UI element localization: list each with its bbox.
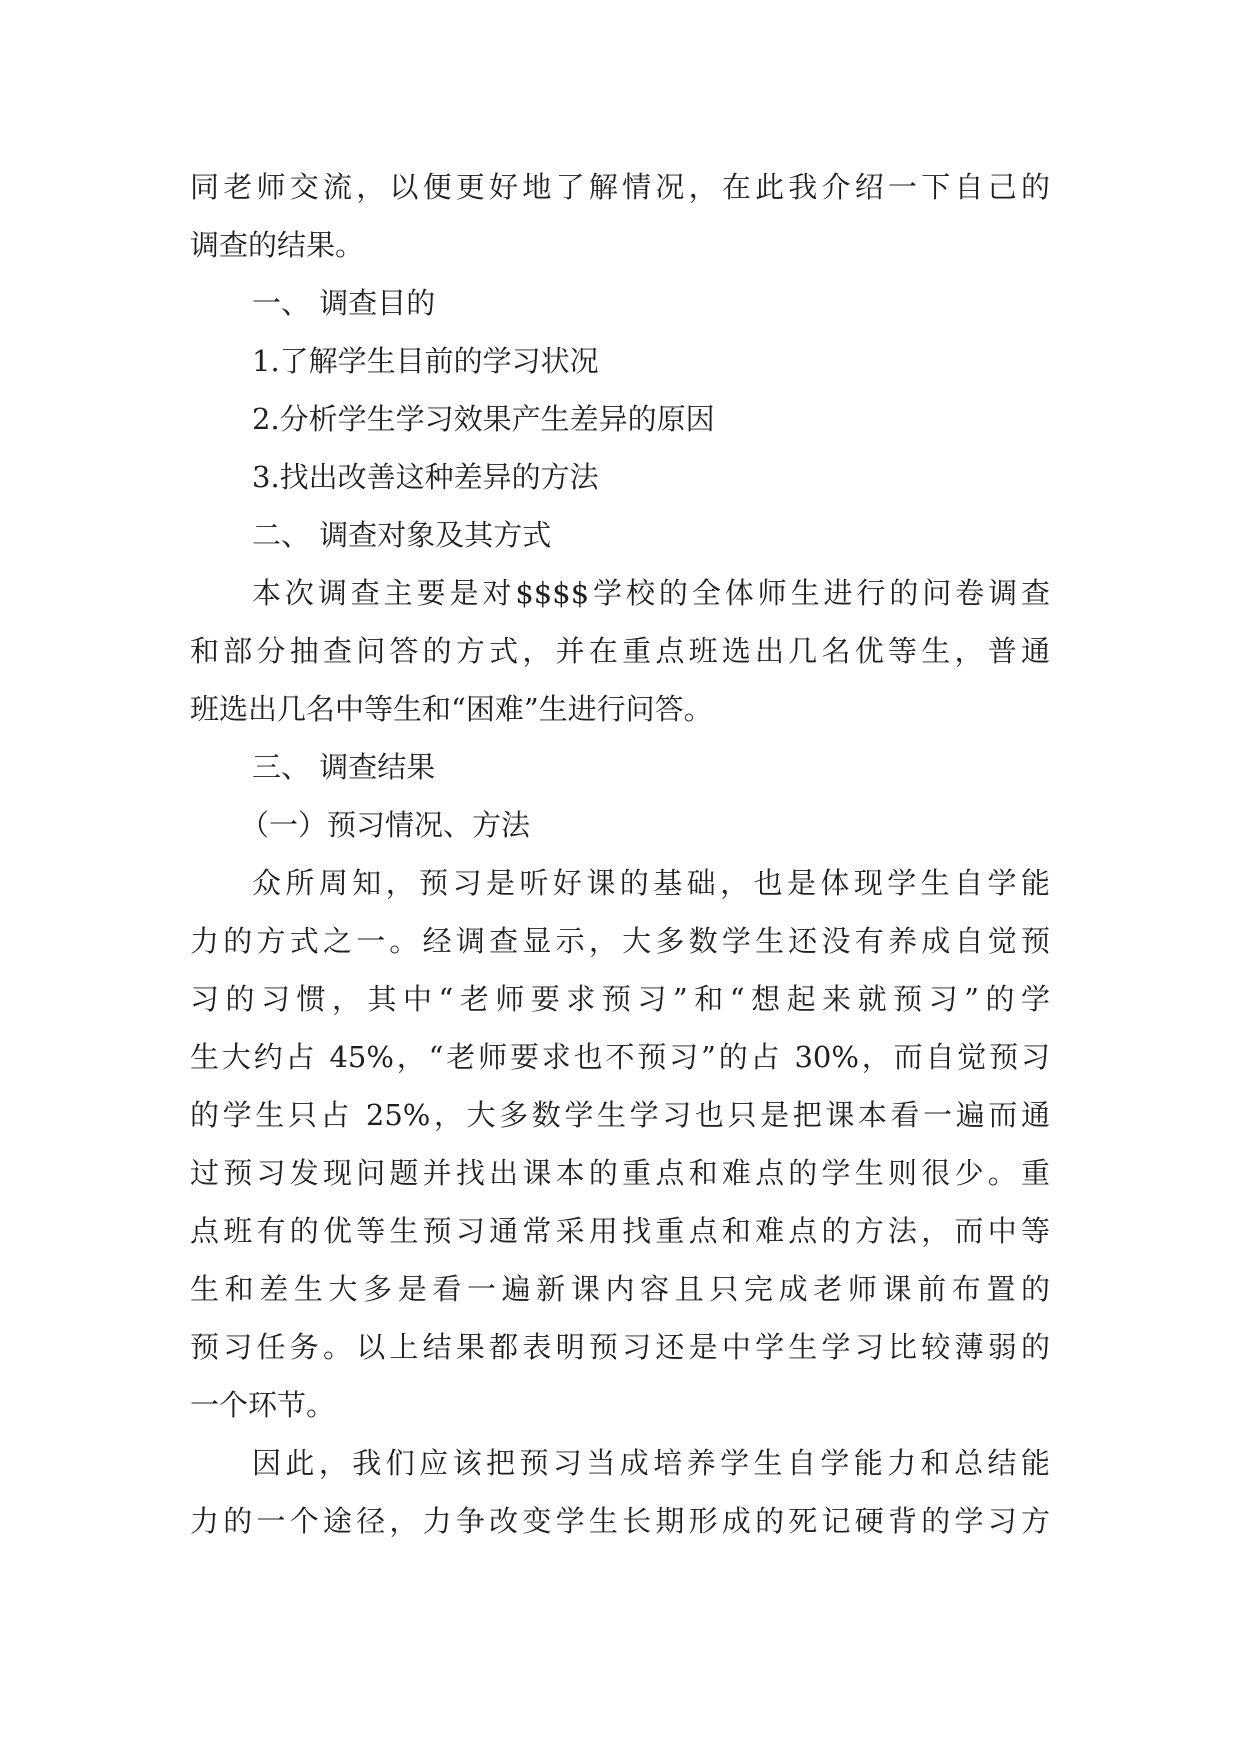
body-text-line: 预习任务。以上结果都表明预习还是中学生学习比较薄弱的	[190, 1330, 1050, 1364]
section-heading: 三、 调查结果	[252, 750, 436, 784]
document-body	[190, 158, 1050, 1550]
subsection-heading: （一）预习情况、方法	[240, 808, 531, 842]
body-text-line: 点班有的优等生预习通常采用找重点和难点的方法，而中等	[190, 1214, 1050, 1248]
body-text-line: 过预习发现问题并找出课本的重点和难点的学生则很少。重	[190, 1156, 1050, 1190]
body-text-line: 班选出几名中等生和“困难”生进行问答。	[190, 692, 713, 726]
body-text-line: 因此，我们应该把预习当成培养学生自学能力和总结能	[252, 1446, 1050, 1480]
body-text-line: 同老师交流，以便更好地了解情况，在此我介绍一下自己的	[190, 170, 1050, 204]
section-heading: 二、 调查对象及其方式	[252, 518, 552, 552]
list-item: 1.了解学生目前的学习状况	[252, 344, 599, 378]
body-text-line: 的学生只占 25%，大多数学生学习也只是把课本看一遍而通	[190, 1098, 1050, 1132]
section-heading: 一、 调查目的	[252, 286, 436, 320]
body-text-line: 一个环节。	[190, 1388, 336, 1422]
list-item: 3.找出改善这种差异的方法	[252, 460, 599, 494]
body-text-line: 调查的结果。	[190, 228, 365, 262]
body-text-line: 习的习惯，其中“老师要求预习”和“想起来就预习”的学	[190, 982, 1050, 1016]
body-text-line: 本次调查主要是对$$$$学校的全体师生进行的问卷调查	[252, 576, 1050, 610]
body-text-line: 生大约占 45%，“老师要求也不预习”的占 30%，而自觉预习	[190, 1040, 1050, 1074]
list-item: 2.分析学生学习效果产生差异的原因	[252, 402, 715, 436]
body-text-line: 生和差生大多是看一遍新课内容且只完成老师课前布置的	[190, 1272, 1050, 1306]
body-text-line: 力的一个途径，力争改变学生长期形成的死记硬背的学习方	[190, 1504, 1050, 1538]
body-text-line: 众所周知，预习是听好课的基础，也是体现学生自学能	[252, 866, 1050, 900]
body-text-line: 和部分抽查问答的方式，并在重点班选出几名优等生，普通	[190, 634, 1050, 668]
body-text-line: 力的方式之一。经调查显示，大多数学生还没有养成自觉预	[190, 924, 1050, 958]
